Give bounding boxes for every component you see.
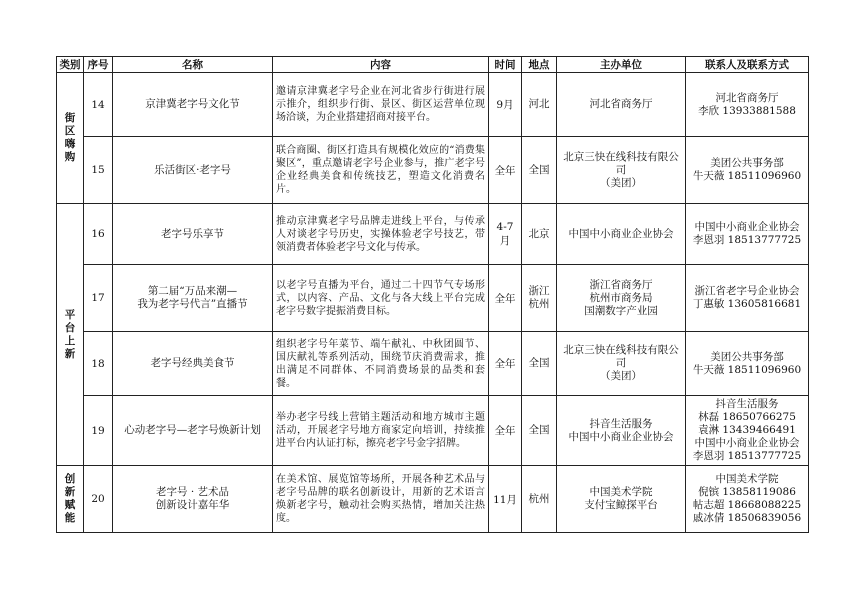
event-contact-line: 李恩羽 18513777725 xyxy=(692,450,802,462)
event-time: 全年 xyxy=(489,332,522,396)
event-place xyxy=(522,396,557,466)
event-contact xyxy=(686,332,809,396)
category-cell-line: 上新 xyxy=(64,334,76,360)
row-number: 19 xyxy=(84,396,113,466)
event-organizer xyxy=(557,204,686,265)
event-place xyxy=(522,73,557,137)
event-contact-line: 牛天薇 18511096960 xyxy=(692,170,802,182)
event-name-line: 乐活街区·老字号 xyxy=(154,163,231,176)
event-place-line: 全国 xyxy=(528,357,550,369)
header-category: 类别 xyxy=(57,57,84,73)
event-name xyxy=(113,204,273,265)
event-organizer-line: 中国中小商业企业协会 xyxy=(568,430,674,443)
event-contact-line: 丁惠敏 13605816681 xyxy=(692,298,802,310)
event-content: 邀请京津冀老字号企业在河北省步行街进行展示推介，组织步行街、景区、街区运营单位现场洽谈，为企业搭建招商对接平台。 xyxy=(273,73,489,137)
table-row xyxy=(57,396,809,466)
event-organizer-line: 国潮数字产业园 xyxy=(584,304,658,317)
event-name xyxy=(113,466,273,533)
header-number: 序号 xyxy=(84,57,113,73)
header-place: 地点 xyxy=(522,57,557,73)
table-row xyxy=(57,137,809,204)
event-contact-line: 李欣 13933881588 xyxy=(698,104,796,117)
row-number: 20 xyxy=(84,466,113,533)
category-cell xyxy=(57,466,84,533)
event-contact xyxy=(686,396,809,466)
event-organizer-line: 抖音生活服务 xyxy=(589,417,653,430)
event-time: 全年 xyxy=(489,137,522,204)
event-organizer-line: 北京三快在线科技有限公司 xyxy=(563,150,679,176)
event-organizer-line: （美团） xyxy=(600,176,642,189)
event-place-line: 全国 xyxy=(528,163,550,176)
event-time: 全年 xyxy=(489,265,522,332)
event-organizer-line: 中国美术学院 xyxy=(589,486,653,498)
event-contact-line: 倪镔 13858119086 xyxy=(698,486,796,498)
event-content: 组织老字号年菜节、端午献礼、中秋团圆节、国庆献礼等系列活动，围绕节庆消费需求，推出满足不同群体、不同消费场景的品类和套餐。 xyxy=(273,332,489,396)
category-cell xyxy=(57,204,84,466)
event-organizer xyxy=(557,137,686,204)
event-organizer xyxy=(557,265,686,332)
event-content: 以老字号直播为平台，通过二十四节气专场形式，以内容、产品、文化与各大线上平台完成老字号数字提振消费目标。 xyxy=(273,265,489,332)
row-number: 14 xyxy=(84,73,113,137)
category-cell-line: 街区 xyxy=(64,112,76,137)
event-content: 在美术馆、展览馆等场所，开展各种艺术品与老字号品牌的联名创新设计，用新的艺术语言焕新老字号，触动社会购买热情，增加关注热度。 xyxy=(273,466,489,533)
event-name-line: 心动老字号—老字号焕新计划 xyxy=(124,424,261,436)
event-contact xyxy=(686,466,809,533)
event-content: 推动京津冀老字号品牌走进线上平台，与传承人对谈老字号历史，实操体验老字号技艺，带领消费者体验老字号文化与传承。 xyxy=(273,204,489,265)
event-name-line: 第二届“万品来潮— xyxy=(147,285,238,297)
header-row xyxy=(57,57,809,73)
event-organizer-line: 河北省商务厅 xyxy=(589,98,653,110)
event-name xyxy=(113,137,273,204)
event-organizer-line: 浙江省商务厅 xyxy=(589,278,653,291)
event-contact-line: 袁淋 13439466491 xyxy=(698,424,796,436)
event-organizer xyxy=(557,466,686,533)
event-contact-line: 帖志超 18668088225 xyxy=(692,499,802,511)
events-table xyxy=(56,56,809,533)
event-contact-line: 林磊 18650766275 xyxy=(698,411,796,423)
category-cell xyxy=(57,73,84,204)
event-contact-line: 河北省商务厅 xyxy=(715,91,779,104)
event-place-line: 北京 xyxy=(528,227,550,240)
event-place-line: 杭州 xyxy=(528,298,550,310)
row-number: 16 xyxy=(84,204,113,265)
event-contact-line: 美团公共事务部 xyxy=(710,157,784,169)
header-content: 内容 xyxy=(273,57,489,73)
event-content: 联合商圈、街区打造具有规模化效应的“消费集聚区”，重点邀请老字号企业参与，推广老字号企业经典美食和传统技艺，塑造文化消费名片。 xyxy=(273,137,489,204)
header-contact: 联系人及联系方式 xyxy=(686,57,809,73)
category-cell-line: 嗨购 xyxy=(64,138,76,163)
event-place-line: 浙江 xyxy=(528,285,550,297)
header-time: 时间 xyxy=(489,57,522,73)
event-contact-line: 中国中小商业企业协会 xyxy=(694,221,800,233)
event-organizer-line: 中国中小商业企业协会 xyxy=(568,227,674,240)
event-place xyxy=(522,137,557,204)
event-name xyxy=(113,332,273,396)
event-contact xyxy=(686,204,809,265)
event-content: 举办老字号线上营销主题活动和地方城市主题活动，开展老字号地方商家定向培训，持续推进平台内认证打标，擦亮老字号金字招牌。 xyxy=(273,396,489,466)
event-organizer-line: 杭州市商务局 xyxy=(589,291,653,304)
event-name xyxy=(113,73,273,137)
event-name-line: 老字号乐享节 xyxy=(161,227,224,240)
event-name-line: 老字号 · 艺术品 xyxy=(155,486,229,498)
event-name-line: 创新设计嘉年华 xyxy=(155,499,230,511)
event-place xyxy=(522,466,557,533)
event-name-line: 我为老字号代言”直播节 xyxy=(137,298,248,310)
event-contact-line: 中国中小商业企业协会 xyxy=(694,437,800,449)
event-place xyxy=(522,265,557,332)
event-contact-line: 抖音生活服务 xyxy=(715,398,779,410)
event-contact-line: 戚冰倩 18506839056 xyxy=(692,512,802,524)
event-place xyxy=(522,204,557,265)
event-place-line: 河北 xyxy=(528,98,550,110)
event-name-line: 老字号经典美食节 xyxy=(150,357,235,369)
row-number: 17 xyxy=(84,265,113,332)
event-time: 4-7月 xyxy=(489,204,522,265)
category-cell-line: 平台 xyxy=(64,308,76,334)
event-place-line: 杭州 xyxy=(528,492,550,505)
row-number: 15 xyxy=(84,137,113,204)
event-place-line: 全国 xyxy=(528,424,550,436)
event-organizer-line: （美团） xyxy=(600,370,642,382)
event-name-line: 京津冀老字号文化节 xyxy=(145,98,240,110)
event-contact-line: 浙江省老字号企业协会 xyxy=(694,285,800,297)
event-name xyxy=(113,396,273,466)
event-contact xyxy=(686,137,809,204)
header-organizer: 主办单位 xyxy=(557,57,686,73)
row-number: 18 xyxy=(84,332,113,396)
event-contact xyxy=(686,265,809,332)
event-organizer-line: 支付宝鲸探平台 xyxy=(584,499,658,511)
table-row xyxy=(57,332,809,396)
event-contact-line: 美团公共事务部 xyxy=(710,350,784,363)
table-row xyxy=(57,73,809,137)
category-cell-line: 赋能 xyxy=(64,499,76,524)
header-name: 名称 xyxy=(113,57,273,73)
event-organizer xyxy=(557,396,686,466)
event-contact xyxy=(686,73,809,137)
event-contact-line: 李恩羽 18513777725 xyxy=(692,234,802,246)
event-contact-line: 牛天薇 18511096960 xyxy=(692,363,802,376)
event-organizer-line: 北京三快在线科技有限公司 xyxy=(563,344,679,369)
event-organizer xyxy=(557,332,686,396)
event-time: 11月 xyxy=(489,466,522,533)
table-row xyxy=(57,265,809,332)
event-time: 9月 xyxy=(489,73,522,137)
event-organizer xyxy=(557,73,686,137)
event-name xyxy=(113,265,273,332)
event-place xyxy=(522,332,557,396)
category-cell-line: 创新 xyxy=(64,473,76,498)
event-time: 全年 xyxy=(489,396,522,466)
table-row xyxy=(57,466,809,533)
table-row xyxy=(57,204,809,265)
event-contact-line: 中国美术学院 xyxy=(715,473,779,485)
